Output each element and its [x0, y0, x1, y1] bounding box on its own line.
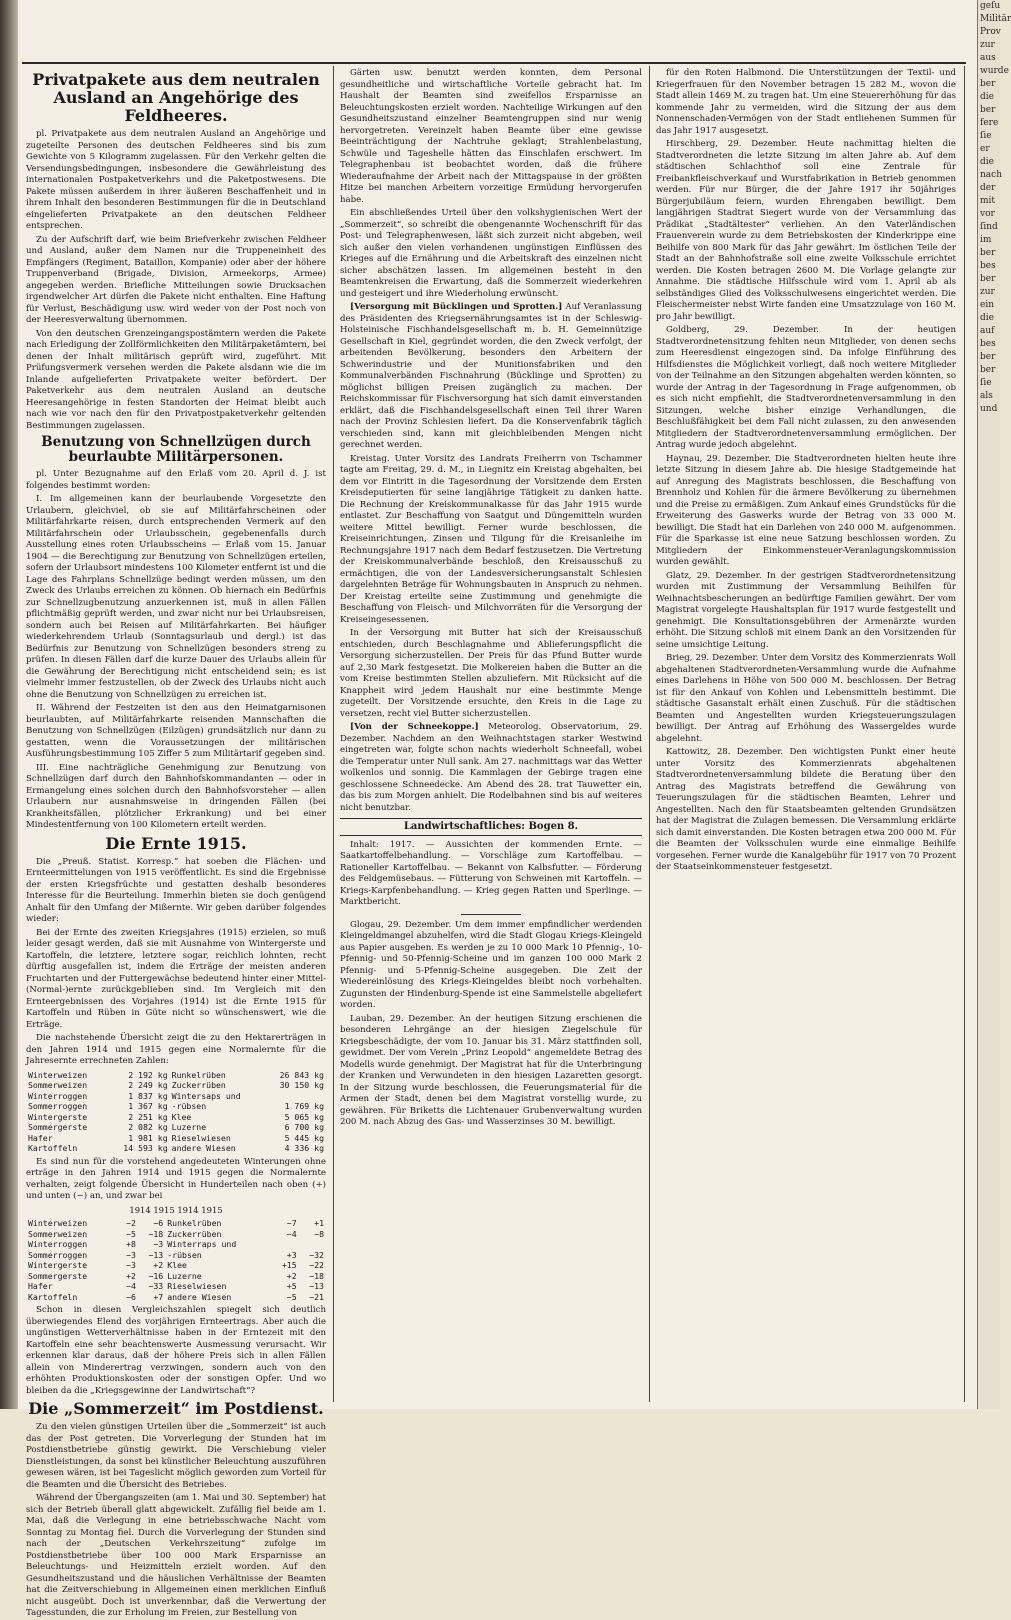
table-cell: 2 251 kg	[128, 1111, 168, 1122]
table-cell: 14 593 kg	[123, 1143, 168, 1153]
table-cell: −6	[153, 1218, 164, 1228]
article-paragraph: Bei der Ernte des zweiten Kriegsjahres (1915) erzielen, so muß leider gesagt werden, daß sie mit Ausnahme von Wintergerste und Kartoffeln, die letztere, letztere sogar, reichlich lohnten, recht dürftig ausgefallen ist, indem die Erträge der meisten anderen Fruchtarten und der Futtergewächse bedeutend hinter einer Mittel-(Normal-)ernte zurückgeblieben sind. Im Vergleich mit den Ernteergebnissen des Vorjahres (1914) ist die Ernte 1915 für Kartoffeln und Rüben in Güte nicht so wünschenswert, wie die Erträge.	[26, 927, 326, 1030]
table-cell: Wintergerste	[28, 1260, 88, 1270]
article-paragraph: Haynau, 29. Dezember. Die Stadtverordneten hielten heute ihre letzte Sitzung in diesem Jahre ab. Die hiesige Stadtgemeinde hat auf Anregung des Magistrats beschlossen, die Beschaffung von Brennholz und Kohlen für die ärmere Bevölkerung zu übernehmen und die Preise zu ermäßigen. Zum Ankauf eines Grundstücks für die Erweiterung des Gaswerks wurde der Betrag von 33 000 M. bewilligt. Die Stadt hat ein Darlehen von 240 000 M. aufgenommen. Für die Sparkasse ist eine neue Satzung beschlossen worden. Zu Mitgliedern der Einkommensteuer-Veranlagungskommission wurden gewählt.	[656, 453, 956, 567]
table-cell	[299, 1239, 326, 1250]
table-cell: −4	[286, 1228, 297, 1239]
headline-ernte: Die Ernte 1915.	[105, 833, 247, 853]
column-rule	[964, 66, 965, 1402]
adjacent-page-fragment: Prov	[980, 27, 1001, 37]
adjacent-page-fragment: die	[980, 157, 994, 167]
article-text: Meteorolog. Observatorium, 29. Dezember. Nachdem an den Weihnachtstagen starker Westwind eingetreten war, folgte schon nachts wiederholt Schneefall, wobei die Temperatur unter Null sank. Am 27. nachmittags war das Wetter wolkenlos und sonnig. Die Kammlagen der Gebirge tragen eine geschlossene Schneedecke. Am Abend des 28. trat Tauwetter ein, das bis zum Morgen anhielt. Die Rodelbahnen sind bis auf weiteres nicht benutzbar.	[340, 722, 643, 813]
adjacent-page-fragment: die	[980, 313, 994, 323]
adjacent-page-fragment: der	[980, 183, 996, 193]
table-cell: +1	[314, 1218, 324, 1228]
adjacent-page-fragment: auf	[980, 326, 995, 336]
article-paragraph: III. Eine nachträgliche Genehmigung zur Benutzung von Schnellzügen darf durch den Bahnhofskommandanten — oder in Ermangelung eines solchen durch den Bahnhofsvorsteher — allen Urlaubern nur ausnahmsweise in dringenden Fällen (bei Krankheitsfällen, plötzlicher Erkrankung) und bei einer Mindestentfernung von 100 Kilometern erteilt werden.	[26, 762, 326, 830]
table-cell: 5 065 kg	[284, 1111, 324, 1122]
column-1	[26, 68, 326, 1618]
table-row	[26, 1143, 326, 1154]
table-cell: Winterweizen	[28, 1069, 88, 1080]
adjacent-page-fragment: bes	[980, 261, 996, 271]
article-paragraph: Gärten usw. benutzt werden konnten, dem Personal gesundheitliche und wirtschaftliche Vorteile gebracht hat. Im Haushalt der Beamten sind zweifellos Ersparnisse an Beleuchtungskosten erzielt worden. Nachteilige Wirkungen auf den Gesundheitszustand einzelner Beamtengruppen sind nur wenig hervorgetreten. Vereinzelt haben Beamte über eine gewisse Beeinträchtigung der Nachtruhe geklagt; Strahlenbelastung, Schwüle und Tageshelle hätten das Einschlafen erschwert. Im Telegraphenbau ist beobachtet worden, daß die frühere Wiederaufnahme der Arbeit nach der Mittagspause in der größten Hitze bei manchen Arbeitern vorzeitige Ermüdung hervorgerufen habe.	[340, 68, 642, 205]
adjacent-page-fragment: ſie	[980, 131, 992, 141]
adjacent-page-fragment: ber	[980, 274, 996, 284]
adjacent-page-fragment: aus	[980, 53, 996, 63]
table-cell: 2 082 kg	[128, 1122, 168, 1132]
table-cell: +3	[286, 1249, 297, 1260]
table-cell: Winterraps und	[167, 1239, 237, 1249]
adjacent-page-fragment: Militär	[980, 14, 1011, 24]
article-paragraph: Brieg, 29. Dezember. Unter dem Vorsitz des Kommerzienrats Woll abgehaltenen Stadtverordneten-Versammlung wurde die Aufnahme eines Darlehens in Höhe von 500 000 M. beschlossen. Der Betrag ist für den Ankauf von Kohlen und Lebensmitteln bestimmt. Die städtische Gasanstalt erhält einen Zuschuß. Für die städtischen Beamten und Angestellten wurden Kriegsteuerungszulagen bewilligt. Der Antrag auf Erhöhung des Wassergeldes wurde abgelehnt.	[656, 653, 956, 744]
table-row	[26, 1292, 326, 1303]
section-box-landwirtschaft: Landwirtschaftliches: Bogen 8.	[340, 818, 642, 836]
adjacent-page-fragment: die	[980, 92, 994, 102]
article-paragraph: Die „Preuß. Statist. Korresp.“ hat soeben die Flächen- und Ernteermittelungen von 1915 veröffentlicht. Es sind die Ergebnisse der ersten Kriegsfrüchte und gestatten deshalb besonderes Interesse für die Beurteilung. Immerhin bieten sie doch genügend Anhalt für den Umfang der Mißernte. Wir geben darüber folgendes wieder:	[26, 856, 326, 924]
table-cell: −16	[148, 1270, 164, 1281]
table-cell: 2 192 kg	[128, 1069, 168, 1080]
table-cell: −3	[126, 1260, 136, 1270]
adjacent-page-fragment: zur	[980, 40, 995, 50]
table-cell: +2	[126, 1270, 136, 1281]
table-cell: Runkelrüben	[171, 1069, 226, 1080]
table-cell: −2	[126, 1218, 136, 1228]
article-paragraph: Lauban, 29. Dezember. An der heutigen Sitzung erschienen die besonderen Lehrgänge an der hiesigen Ziegelschule für Kriegsbeschädigte, der vom 10. Januar bis 31. März stattfinden soll, gewidmet. Der vom Verein „Prinz Leopold“ angemeldete Betrag des Modells wurde genehmigt. Der Magistrat hat für die Unterbringung der Kranken und Verwundeten in den hiesigen Lazaretten gesorgt. In der Sitzung wurde beschlossen, die Feuerungsmaterial für die Armen der Stadt, denen bei dem Magistrat vorstellig wurde, zu gewähren. Für Briketts die Lichtenauer Grubenverwaltung wurden 200 M. nach Abzug des Gas- und Wasserzinses 30 M. bewilligt.	[340, 1013, 642, 1127]
table-cell: Sommergerste	[28, 1270, 88, 1281]
adjacent-page-fragment: mit	[980, 196, 996, 206]
table-row	[26, 1281, 326, 1292]
divider	[461, 914, 521, 915]
table-cell: Rieselwiesen	[171, 1132, 231, 1143]
adjacent-page-fragment: ber	[980, 248, 996, 258]
table-cell: +2	[153, 1260, 164, 1270]
adjacent-page-fragment: bes	[980, 339, 996, 349]
article-paragraph: pl. Privatpakete aus dem neutralen Ausland an Angehörige und zugeteilte Personen des deutschen Feldheeres sind bis zum Gewichte von 5 Kilogramm zugelassen. Für den Verkehr gelten die Versendungsbedingungen, insbesondere die Gewährleistung des internationalen Postpaketverkehrs und die Paketpostwesens. Die Pakete müssen außerdem in ihrer äußeren Beschaffenheit und in ihrem Inhalt den besonderen Bestimmungen für die in Deutschland eingelieferten Privatpakete an den deutschen Feldheer entsprechen.	[26, 129, 326, 231]
table-cell: Zuckerrüben	[171, 1080, 226, 1090]
article-paragraph: Schon in diesen Vergleichszahlen spiegelt sich deutlich überwiegendes Elend des vorjährigen Ernteertrags. Aber auch die ungünstigen Wetterverhältnisse haben in der Erntezeit mit den Kartoffeln eine sehr beachtenswerte Ausmessung verursacht. Wir erkennen klar daraus, daß der höhere Preis sich in allen Fällen allein von Minderertrag verzwingen, sondern auch von den erhöhten Produktionskosten oder der sonstigen Opfer. Und wo bleiben da die „Kriegsgewinne der Landwirtschaft“?	[26, 1305, 326, 1396]
table-cell: 4 336 kg	[284, 1143, 324, 1153]
table-cell: Luzerne	[171, 1122, 207, 1132]
article-paragraph: Die nachstehende Übersicht zeigt die zu den Hektarerträgen in den Jahren 1914 und 1915 gegen eine Normalernte für die Jahresernte errechneten Zahlen:	[26, 1033, 326, 1066]
adjacent-page-fragment: ſie	[980, 378, 992, 388]
comparison-table	[26, 1218, 326, 1302]
table-cell: Zuckerrüben	[167, 1228, 222, 1239]
table-cell: −5	[126, 1228, 136, 1239]
adjacent-page-fragment: er	[980, 144, 990, 154]
article-paragraph: Es sind nun für die vorstehend angedeuteten Winterungen ohne erträge in den Jahren 1914 und 1915 gegen die Normalernte verhalten, zeigt folgende Übersicht in Hunderteilen nach oben (+) und unten (−) an, und zwar bei	[26, 1156, 326, 1201]
adjacent-page-fragment: ber	[980, 352, 996, 362]
table-cell: −3	[153, 1239, 164, 1249]
adjacent-page-fragment: als	[980, 391, 993, 401]
table-cell: +2	[286, 1270, 297, 1281]
table-cell: -rübsen	[167, 1249, 202, 1260]
adjacent-page-fragment: wurde	[980, 66, 1009, 76]
article-paragraph: Inhalt: 1917. — Aussichten der kommenden Ernte. — Saatkartoffelbehandlung. — Vorschläge zum Kartoffelbau. — Rationeller Kartoffelbau. — Bekannt von Kalbsfutter. — Förderung des Feldgemüsebaus. — Fütterung von Schweinen mit Kartoffeln. — Kriegs-Karpfenbehandlung. — Krieg gegen Ratten und Sperlinge. — Marktbericht.	[340, 839, 642, 907]
table-cell: −21	[309, 1291, 324, 1302]
table-cell: −13	[309, 1281, 324, 1291]
table-cell: −8	[314, 1228, 324, 1239]
article-paragraph: pl. Unter Bezugnahme auf den Erlaß vom 20. April d. J. ist folgendes bestimmt worden:	[26, 469, 326, 491]
table-cell: 5 445 kg	[284, 1132, 324, 1143]
table-cell: −3	[126, 1249, 136, 1260]
table-cell: −22	[309, 1260, 324, 1270]
column-rule	[333, 66, 334, 1402]
table-row	[26, 1239, 326, 1250]
table-row	[26, 1218, 326, 1229]
table-cell: Sommerweizen	[28, 1080, 88, 1090]
table-cell: −18	[148, 1228, 164, 1239]
adjacent-page-fragment: ſind	[980, 222, 998, 232]
article-paragraph: für den Roten Halbmond. Die Unterstützungen der Textil- und Kriegerfrauen für den November betragen 15 282 M., wovon die Stadt allein 1469 M. zu tragen hat. Um eine Steuererhöhung für das kommende Jahr zu vermeiden, wird die Sitzung der aus dem Nonnenschaden-Vermögen von der Stadt entliehenen Summen für das Jahr 1917 ausgesetzt.	[656, 68, 956, 136]
table-cell: Sommerroggen	[28, 1249, 88, 1260]
table-cell: Hafer	[28, 1132, 53, 1143]
table-cell: −13	[148, 1249, 164, 1260]
article-paragraph: Von den deutschen Grenzeingangspostämtern werden die Pakete nach Erledigung der Zollförmlichkeiten den Militärpaketämtern, bei denen der Inhalt militärisch geprüft wird, zugeführt. Mit Prüfungsvermerk versehen werden die Pakete alsdann wie die im Inlande aufgelieferten Privatpakete weiter befördert. Der Paketverkehr aus dem neutralen Ausland an deutsche Heeresangehörige in festen Standorten der Heimat bleibt auch nach wie vor nach den für den Privatpostpaketverkehr geltenden Bestimmungen zugelassen.	[26, 328, 326, 431]
table-cell	[264, 1091, 326, 1102]
adjacent-page-fragment: ber	[980, 105, 996, 115]
table-cell: −18	[309, 1270, 324, 1281]
table-cell: Sommerroggen	[28, 1101, 88, 1111]
article-paragraph: Ein abschließendes Urteil über den volkshygienischen Wert der „Sommerzeit“, so schreibt die obengenannte Wochenschrift für das Post- und Telegraphenwesen, läßt sich zurzeit nicht abgeben, weil sich außer den vielen vorhandenen ungünstigen Einflüssen des Krieges auf die Ernährung und die Arbeitskraft des einzelnen nicht sicher abschätzen lassen. Im allgemeinen besteht in den Beamtenkreisen die Erwartung, daß die Sommerzeit wiederkehren und gesteigert und ihre Wiederholung erwünscht.	[340, 208, 642, 299]
adjacent-page-fragment: nach	[980, 170, 1002, 180]
adjacent-page-fragment: im	[980, 235, 992, 245]
adjacent-page-fragment: und	[980, 404, 998, 414]
table-cell: Klee	[167, 1260, 187, 1270]
table-cell: Winterweizen	[28, 1218, 88, 1228]
adjacent-page-fragment: fere	[980, 118, 999, 128]
table-row	[26, 1133, 326, 1144]
page-binding-edge	[0, 0, 18, 1409]
article-text: Auf Veranlassung des Präsidenten des Kriegsernährungsamtes ist in der Schleswig-Holsteinische Fischhandelsgesellschaft m. b. H. Gemeinnützige Gesellschaft in Kiel, gegründet worden, die den Zweck verfolgt, der arbeitenden Bevölkerung, besonders den Arbeitern der Schwerindustrie und der Munitionsfabriken und den Kommunalverbänden Fischnahrung (Bücklinge und Sprotten) zu möglichst billigen Preisen zugänglich zu machen. Der Reichskommissar für Fischversorgung hat sich damit einverstanden erklärt, daß die Fischhandelsgesellschaft einen Teil ihrer Waren nach der Provinz Schlesien liefert. Da die Konservenfabrik täglich verschieden sind, kann mit gleichbleibenden Mengen nicht gerechnet werden.	[340, 302, 642, 450]
table-cell	[271, 1239, 298, 1250]
table-cell: Runkelrüben	[167, 1218, 222, 1228]
table-cell: Luzerne	[167, 1270, 202, 1281]
table-cell: 1 837 kg	[128, 1090, 168, 1101]
column-2	[340, 68, 642, 1398]
table-row	[26, 1229, 326, 1240]
table-cell: andere Wiesen	[171, 1143, 236, 1153]
table-cell: Kartoffeln	[28, 1143, 78, 1153]
article-paragraph: Zu den vielen günstigen Urteilen über die „Sommerzeit“ ist auch das der Post getreten. Die Vorverlegung der Stunden hat im Postdienstbetriebe günstig gewirkt. Die Verschiebung vieler Dienstleistungen, da sonst bei künstlicher Beleuchtung auszuführen gewesen wären, ist bei Tageslicht möglich geworden zum Vorteil für die Beamten und die Übersicht des Betriebes.	[26, 1422, 326, 1490]
table-row	[26, 1122, 326, 1133]
headline-schnellzug: Benutzung von Schnellzügen durch beurlaubte Militärpersonen.	[41, 434, 311, 465]
article-paragraph: Hirschberg, 29. Dezember. Heute nachmittag hielten die Stadtverordneten die letzte Sitzung im alten Jahre ab. Auf dem städtischen Schlachthof soll eine Zentrale für Freibankfleischverkauf und Wurstfabrikation in Betrieb genommen werden. Für nur Bürger, die der Jahre 1917 ihr 50jähriges Bürgerjubiläum feiern, wurden Ehrengaben bewilligt. Dem langjährigen Stadtrat Siegert wurde von der Versammlung das Prädikat „Stadtältester“ verliehen. An den Vaterländischen Frauenverein wurde zu dem Betriebskosten der Kinderkrippe eine Beihilfe von 800 Mark für das Jahr gewährt. Im östlichen Teile der Stadt an der Bahnhofstraße soll eine zweite Volksschule errichtet werden. Die Kosten betragen 2600 M. Die Vorlage gelangte zur Annahme. Die städtische Hilfsschule wird vom 1. April ab als selbständiges Glied des Volksschulwesens eingerichtet werden. Die Fleischermeister nebst Wirte fanden eine Umsatzzulage von 160 M. pro Jahr bewilligt.	[656, 139, 956, 322]
table-cell: Klee	[171, 1111, 192, 1122]
article-paragraph: Kreistag. Unter Vorsitz des Landrats Freiherrn von Tschammer tagte am Freitag, 29. d. M., in Liegnitz ein Kreistag abgehalten, bei dem vor Eintritt in die Tagesordnung der Vorsitzende dem Ersten Kreisdeputierten für seine langjährige Tätigkeit zu danken hatte. Die Rechnung der Kreiskommunalkasse für das Jahr 1915 wurde entlastet. Zur Beschaffung von Saatgut und Düngemitteln wurden weitere Mittel bewilligt. Ferner wurde beschlossen, die Kreiseinrichtungen, Zinsen und Tilgung für die Kreisanleihe im Rechnungsjahre 1917 nach dem Bedarf festzusetzen. Die Vertretung der Kreiskommunalverbände beschloß, den Kreisausschuß zu ermächtigen, die von der Landesversicherungsanstalt Schlesien dargelehnten Beträge für Wohnungsbauten in Anspruch zu nehmen. Der Kreistag erteilte seine Zustimmung und genehmigte die Beschaffung von Fleisch- und Milchvorräten für die Versorgung der Kreiseingesessenen.	[340, 453, 642, 625]
table-row	[26, 1091, 326, 1102]
table-cell: 1 367 kg	[128, 1101, 168, 1111]
table-cell: +15	[281, 1260, 297, 1270]
article-paragraph	[340, 722, 642, 814]
table-cell: Sommerweizen	[28, 1228, 88, 1239]
table-row	[26, 1250, 326, 1261]
table-cell: −33	[148, 1281, 164, 1291]
table-cell: +7	[153, 1291, 164, 1302]
table-cell: −7	[286, 1218, 297, 1228]
table-cell: Hafer	[28, 1281, 53, 1291]
table-cell: 6 700 kg	[284, 1122, 324, 1132]
article-paragraph: Zu der Aufschrift darf, wie beim Briefverkehr zwischen Feldheer und Ausland, außer dem Namen nur die Truppeneinheit des Empfängers (Regiment, Bataillon, Kompanie) oder aber der höhere Truppenverband (Brigade, Division, Armeekorps, Armee) angegeben werden. Briefliche Mitteilungen sowie Drucksachen irgendwelcher Art dürfen die Pakete nicht enthalten. Eine Haftung für Verlust, Beschädigung usw. wird weder von der Post noch von der Heeresverwaltung übernommen.	[26, 234, 326, 325]
table-cell: Wintersaps und	[171, 1090, 241, 1101]
yield-table	[26, 1070, 326, 1154]
headline-sommerzeit: Die „Sommerzeit“ im Postdienst.	[28, 1399, 324, 1418]
article-paragraph: Während der Übergangszeiten (am 1. Mai und 30. September) hat sich der Betrieb überall glatt abgewickelt. Zufällig fiel beide am 1. Mai, daß die Verlegung in eine betriebsschwache Nacht vom Sonntag zu Montag fiel. Durch die Vorverlegung der Stunden sind nach der „Deutschen Verkehrszeitung“ zufolge im Postdienstbetriebe über 100 000 Mark Ersparnisse an Beleuchtungs- und Heizmitteln erzielt worden. Auf den Gesundheitszustand und die häuslichen Verhältnisse der Beamten hat die Zeitverschiebung in Allgemeinen einen merklichen Einfluß nicht ausgeübt. Doch ist unverkennbar, daß die Verwertung der Tagesstunden, die zur Erholung im Freien, zur Bestellung von	[26, 1493, 326, 1618]
table-cell: -rübsen	[171, 1101, 207, 1111]
table-cell: 30 150 kg	[279, 1080, 324, 1090]
table-row	[26, 1260, 326, 1271]
table-cell: −4	[126, 1281, 136, 1291]
table-cell: Rieselwiesen	[167, 1281, 227, 1291]
table-cell: 1 769 kg	[284, 1101, 324, 1111]
inline-heading: [Von der Schneekoppe.]	[350, 722, 479, 732]
article-paragraph: II. Während der Festzeiten ist den aus den Heimatgarnisonen beurlaubten, auf Militärfahrkarte reisenden Mannschaften die Benutzung von Schnellzügen (Eilzügen) grundsätzlich nur dann zu gestatten, wenn die Voraussetzungen der militärischen Ausführungsbestimmung 105 Ziffer 5 zum Militärtarif gegeben sind.	[26, 703, 326, 759]
article-paragraph: In der Versorgung mit Butter hat sich der Kreisausschuß entschieden, durch Beschlagnahme und Ablieferungspflicht die Versorgung sicherzustellen. Der Preis für das Pfund Butter wurde auf 2,30 Mark festgesetzt. Die Molkereien haben die Butter an die vom Kreise bestimmten Stellen abzuliefern. Mit Rücksicht auf die Knappheit wird jedem Haushalt nur eine bestimmte Menge zugeteilt. Der Vorsitzende ersuchte, den Kreis in die Lage zu versetzen, recht viel Butter sicherzustellen.	[340, 628, 642, 719]
table-cell: +8	[126, 1239, 136, 1249]
article-paragraph: Glogau, 29. Dezember. Um dem immer empfindlicher werdenden Kleingeldmangel abzuhelfen, wird die Stadt Glogau Kriegs-Kleingeld aus Papier ausgeben. Es werden je zu 10 000 Mark 10 Pfennig-, 10-Pfennig- und 50-Pfennig-Scheine und im ganzen 100 000 Mark 2 Pfennig- und 5-Pfennig-Scheine ausgegeben. Die Zeit der Wiedereinlösung des Kriegs-Kleingeldes bleibt noch vorbehalten. Zugunsten der Hindenburg-Spende ist eine Sammelstelle abgeliefert worden.	[340, 919, 642, 1010]
top-rule	[22, 62, 966, 64]
adjacent-page-strip	[977, 0, 1011, 1409]
table-row	[26, 1112, 326, 1123]
column-3	[656, 68, 956, 1398]
table-cell: andere Wiesen	[167, 1291, 232, 1302]
adjacent-page-fragment: vor	[980, 209, 995, 219]
table-cell: Kartoffeln	[28, 1291, 78, 1302]
table-cell: Sommergerste	[28, 1122, 88, 1132]
adjacent-page-fragment: ein	[980, 300, 995, 310]
table-cell: Winterroggen	[28, 1239, 88, 1249]
table-row	[26, 1070, 326, 1081]
table-cell: 2 249 kg	[128, 1080, 168, 1090]
article-paragraph	[340, 302, 642, 452]
table-cell: 1 981 kg	[128, 1132, 168, 1143]
article-paragraph: I. Im allgemeinen kann der beurlaubende Vorgesetzte den Urlaubern, gleichviel, ob sie auf Militärfahrscheinen oder Militärfahrkarte reisen, durch entsprechenden Vermerk auf den Militärfahrschein oder Urlaubsschein, gegebenenfalls durch Ausstellung eines roten Urlaubsscheins — Erlaß vom 15. Januar 1904 — die Berechtigung zur Benutzung von Schnellzügen erteilen, sofern der Urlaubsort mindestens 100 Kilometer entfernt ist und die Lage des Fahrplans Schnellzüge bedingt werden müssen, um den Zweck des Urlaubs erreichen zu können. Ob hiernach ein Bedürfnis zur Schnellzugbenutzung anzuerkennen ist, muß in allen Fällen pflichtmäßig geprüft werden, und zwar nicht nur bei Urlaubsreisen, sondern auch bei Reisen auf Militärfahrkarten. Bei häufiger wiederkehrendem Urlaub (Sonntagsurlaub und dergl.) ist das Bedürfnis zur Benutzung von Schnellzügen besonders streng zu prüfen. In diesen Fällen darf die kurze Dauer des Urlaubs allein für die Gewährung der Berechtigung nicht entscheidend sein; es ist vielmehr immer festzustellen, ob der Zweck des Urlaubs nicht auch ohne die Benutzung von Schnellzügen zu erreichen ist.	[26, 494, 326, 700]
table-cell: Winterroggen	[28, 1090, 88, 1101]
column-rule	[649, 66, 650, 1402]
adjacent-page-fragment: zur	[980, 287, 995, 297]
table-row	[26, 1101, 326, 1112]
table-row	[26, 1080, 326, 1091]
article-paragraph: Kattowitz, 28. Dezember. Den wichtigsten Punkt einer heute unter Vorsitz des Kommerzienrats abgehaltenen Stadtverordnetenversammlung bildete die Beratung über den Antrag des Magistrats betreffend die Gewährung von Teuerungszulagen für die städtischen Beamten, Lehrer und Angestellten. Nach den für Staatsbeamten geltenden Grundsätzen hat der Magistrat die Zulagen bemessen. Die Versammlung erklärte sich damit einverstanden. Die Kosten betragen etwa 200 000 M. Für die Beamten der Volksschulen wurde eine einmalige Beihilfe vorgesehen. Ferner wurde die Kanalgebühr für 1917 von 70 Prozent der Staatseinkommensteuer festgesetzt.	[656, 747, 956, 872]
table-cell: 26 843 kg	[279, 1069, 324, 1080]
table-cell: −32	[309, 1249, 324, 1260]
table-cell: −5	[286, 1291, 297, 1302]
headline-feldpost: Privatpakete aus dem neutralen Ausland an Angehörige des Feldheeres.	[32, 70, 320, 125]
article-paragraph: Glatz, 29. Dezember. In der gestrigen Stadtverordnetensitzung wurden mit Zustimmung der Versammlung Beihilfen für Weihnachtsbescherungen an bedürftige Familien gewährt. Der vom Magistrat vorgelegte Haushaltsplan für 1917 wurde festgestellt und genehmigt. Die Konsultationsgebühren der Armenärzte wurden erhöht. Die Sitzung schloß mit einem Dank an den Vorsitzenden für seine umsichtige Leitung.	[656, 570, 956, 650]
adjacent-page-fragment: ber	[980, 365, 996, 375]
table-cell: Wintergerste	[28, 1111, 88, 1122]
table-cell: +5	[286, 1281, 297, 1291]
adjacent-page-fragment: ber	[980, 79, 996, 89]
adjacent-page-fragment: geſu	[980, 1, 1001, 11]
table-row	[26, 1271, 326, 1282]
table-cell: −6	[126, 1291, 136, 1302]
inline-heading: [Versorgung mit Bücklingen und Sprotten.]	[350, 302, 563, 312]
article-paragraph: Goldberg, 29. Dezember. In der heutigen Stadtverordnetensitzung fehlten neun Mitglieder, von denen sechs zum Heeresdienst eingezogen sind. Da infolge Einführung des Hilfsdienstes die Möglichkeit vorliegt, daß noch weitere Mitglieder von der Teilnahme an den Sitzungen abgehalten werden könnten, so wurde der Antrag in der Tagesordnung in Frage aufgenommen, ob es sich nicht empfiehlt, die Stadtverordnetenversammlung in den Sitzungen, welche bisher einzige Verhandlungen, die Beschlußfähigkeit bei dem Fall nicht zulassen, zu den anwesenden Mitgliedern der Stadtverordnetenversammlung ermöglichen. Der Antrag wurde jedoch abgelehnt.	[656, 325, 956, 450]
table-header: 1914 1915 1914 1915	[129, 1204, 223, 1215]
